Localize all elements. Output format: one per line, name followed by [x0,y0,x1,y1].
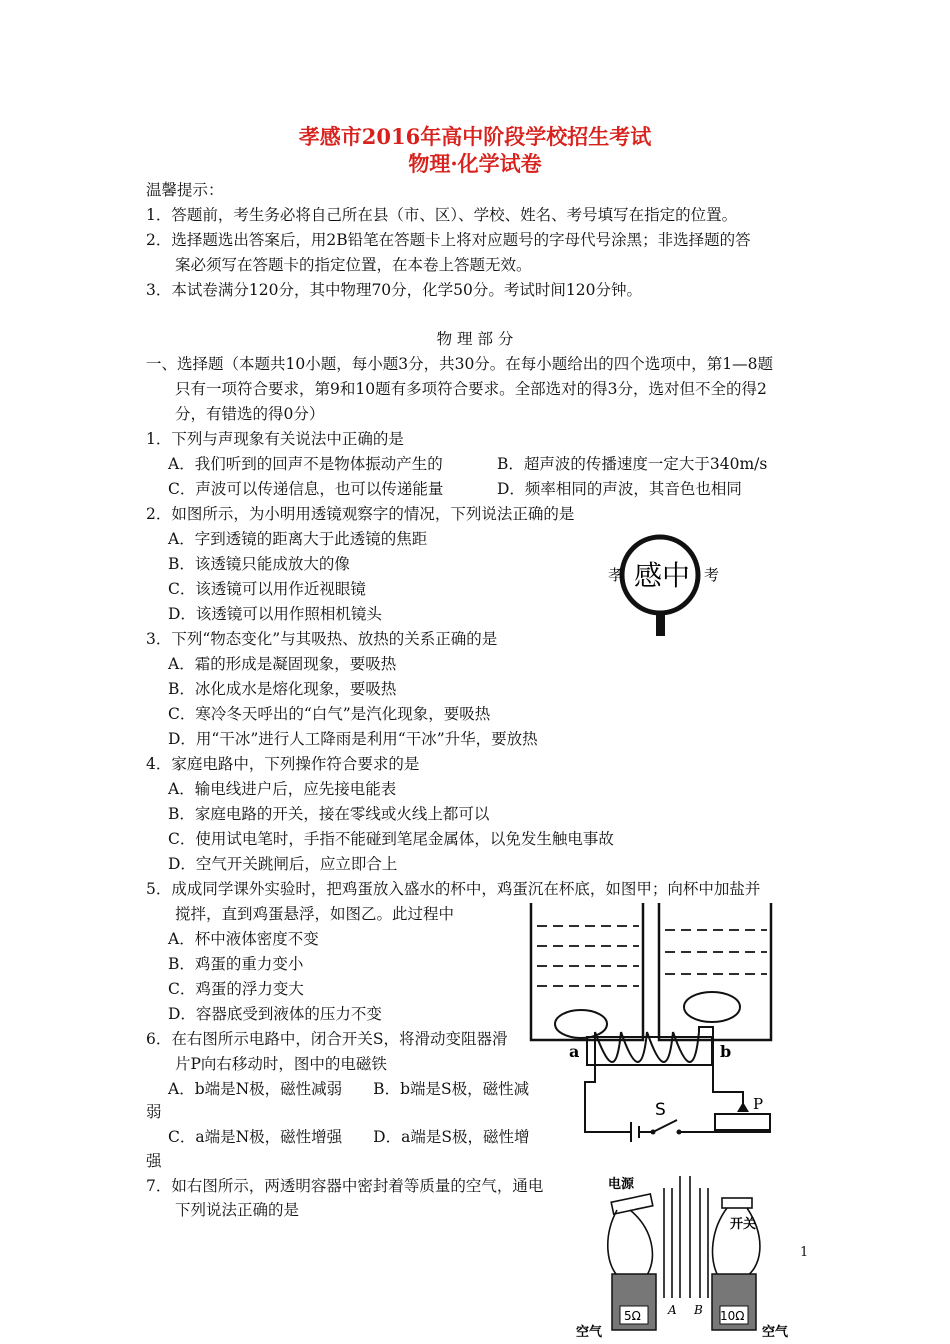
q6-options-cd: C．a端是N极，磁性增强 D．a端是S极，磁性增 [168,1128,530,1146]
q4-stem: 4．家庭电路中，下列操作符合要求的是 [146,755,420,773]
q2-option-d: D．该透镜可以用作照相机镜头 [168,605,382,623]
q5-option-a: A．杯中液体密度不变 [168,930,319,948]
q3-option-b: B．冰化成水是熔化现象，要吸热 [168,680,397,698]
resistor-10-label: 10Ω [720,1309,745,1323]
q6-options-ab: A．b端是N极，磁性减弱 B．b端是S极，磁性减 [168,1080,530,1098]
lens-figure [600,528,730,638]
air-left-label: 空气 [576,1325,603,1338]
tip-item: 1．答题前，考生务必将自己所在县（市、区）、学校、姓名、考号填写在指定的位置。 [146,206,738,224]
q2-option-a: A．字到透镜的距离大于此透镜的焦距 [168,530,428,548]
q5-option-b: B．鸡蛋的重力变小 [168,955,304,973]
exam-title: 孝感市2016年高中阶段学校招生考试 [298,124,652,149]
q7-stem: 7．如右图所示，两透明容器中密封着等质量的空气，通电 [146,1177,544,1195]
part-instructions: 一、选择题（本题共10小题，每小题3分，共30分。在每小题给出的四个选项中，第1—8题 [146,355,774,373]
q3-option-c: C．寒冷冬天呼出的“白气”是汽化现象，要吸热 [168,705,491,723]
lens-text-right: 考 [704,566,720,584]
q1-option-d: D．频率相同的声波，其音色也相同 [497,480,742,498]
section-title: 物 理 部 分 [436,330,514,348]
tube-a-label: A [668,1303,677,1317]
resistor-5-label: 5Ω [624,1309,641,1323]
q3-stem: 3．下列“物态变化”与其吸热、放热的关系正确的是 [146,630,498,648]
tip-item: 案必须写在答题卡的指定位置，在本卷上答题无效。 [175,256,532,274]
air-right-label: 空气 [762,1325,789,1338]
q4-option-b: B．家庭电路的开关，接在零线或火线上都可以 [168,805,490,823]
end-a-label: a [569,1042,580,1061]
q5-option-d: D．容器底受到液体的压力不变 [168,1005,382,1023]
end-b-label: b [720,1042,732,1061]
q5-option-c: C．鸡蛋的浮力变大 [168,980,304,998]
power-label: 电源 [608,1177,635,1192]
q1-option-b: B．超声波的传播速度一定大于340m/s [497,455,768,473]
tips-label: 温馨提示： [146,181,224,199]
tip-item: 2．选择题选出答案后，用2B铅笔在答题卡上将对应题号的字母代号涂黑；非选择题的答 [146,231,751,249]
q6-stem-cont: 片P向右移动时，图中的电磁铁 [175,1055,387,1073]
q5-stem: 5．成成同学课外实验时，把鸡蛋放入盛水的杯中，鸡蛋沉在杯底，如图甲；向杯中加盐并 [146,880,761,898]
q1-option-a: A．我们听到的回声不是物体振动产生的 [168,455,443,473]
q5-stem-cont: 搅拌，直到鸡蛋悬浮，如图乙。此过程中 [175,905,455,923]
lens-text-center: 感中 [634,559,691,592]
switch-s-label: S [655,1100,666,1120]
exam-subtitle: 物理·化学试卷 [408,151,542,176]
q6-options-ab-wrap: 弱 [146,1103,162,1121]
part-instructions: 分，有错选的得0分） [175,405,325,423]
electromagnet-circuit-figure [565,1022,795,1147]
slider-p-label: P [753,1095,764,1113]
q7-stem-cont: 下列说法正确的是 [175,1201,300,1219]
part-instructions: 只有一项符合要求，第9和10题有多项符合要求。全部选对的得3分，选对但不全的得2 [175,380,767,398]
q4-option-c: C．使用试电笔时，手指不能碰到笔尾金属体，以免发生触电事故 [168,830,614,848]
q3-option-d: D．用“干冰”进行人工降雨是利用“干冰”升华，要放热 [168,730,538,748]
q6-options-cd-wrap: 强 [146,1152,162,1170]
tube-b-label: B [694,1303,703,1317]
q3-option-a: A．霜的形成是凝固现象，要吸热 [168,655,397,673]
q2-stem: 2．如图所示，为小明用透镜观察字的情况，下列说法正确的是 [146,505,575,523]
q1-stem: 1．下列与声现象有关说法中正确的是 [146,430,404,448]
q6-stem: 6．在右图所示电路中，闭合开关S，将滑动变阻器滑 [146,1030,508,1048]
joule-heating-figure [572,1168,797,1338]
page-number: 1 [800,1245,809,1260]
q2-option-c: C．该透镜可以用作近视眼镜 [168,580,366,598]
q4-option-d: D．空气开关跳闸后，应立即合上 [168,855,398,873]
q2-option-b: B．该透镜只能成放大的像 [168,555,350,573]
switch-label: 开关 [730,1217,757,1232]
lens-text-left: 孝 [608,566,624,584]
q1-option-c: C．声波可以传递信息，也可以传递能量 [168,480,444,498]
q4-option-a: A．输电线进户后，应先接电能表 [168,780,397,798]
tip-item: 3．本试卷满分120分，其中物理70分，化学50分。考试时间120分钟。 [146,281,642,299]
egg-suspended [684,992,740,1022]
